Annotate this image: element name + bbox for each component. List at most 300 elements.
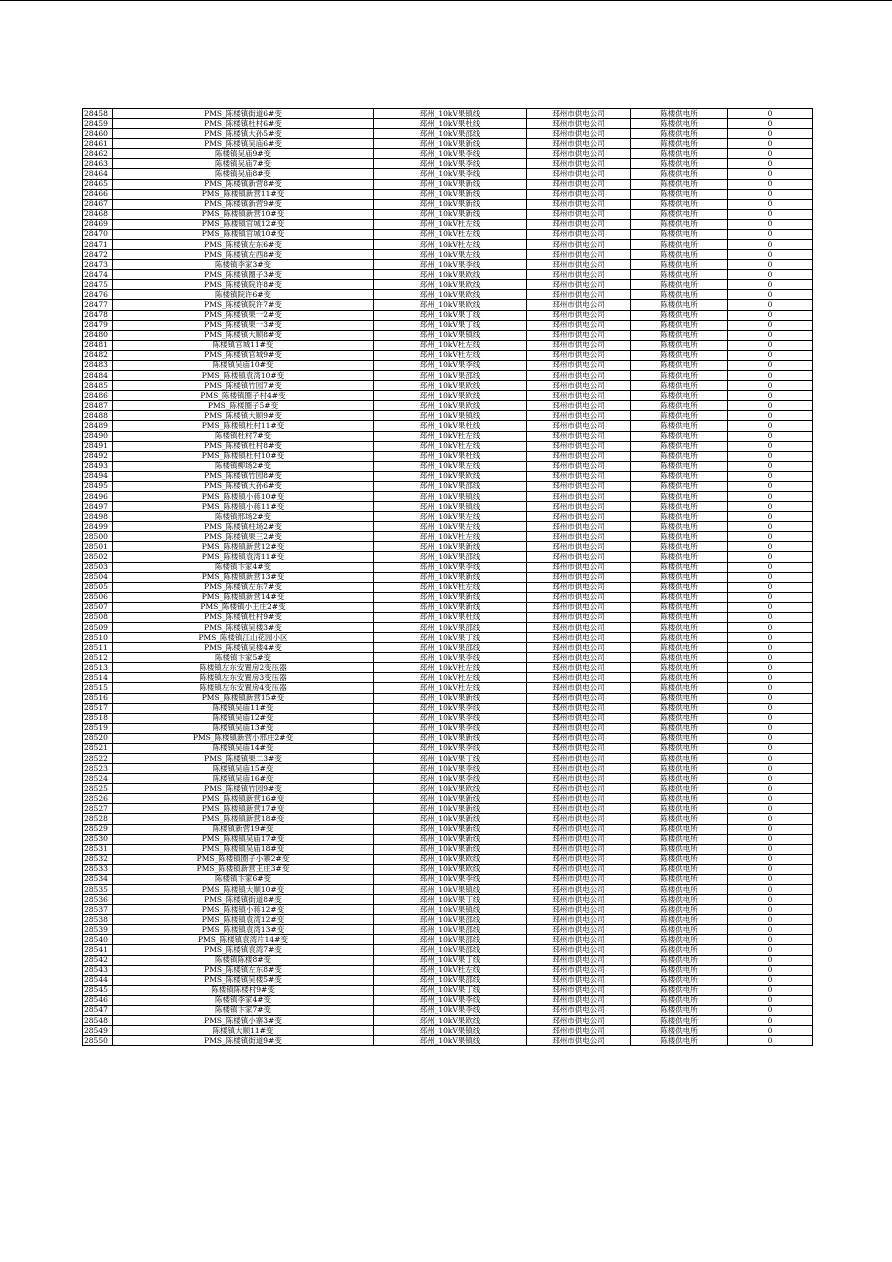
company-cell: 邳州市供电公司 <box>527 360 631 370</box>
line-name-cell: 邳州_10kV杜左线 <box>374 219 527 229</box>
table-body <box>83 109 813 1046</box>
station-cell: 陈楼供电所 <box>631 723 728 733</box>
row-id-cell: 28466 <box>83 189 113 199</box>
value-cell: 0 <box>728 804 813 814</box>
line-name-cell: 邳州_10kV果镇线 <box>374 330 527 340</box>
value-cell: 0 <box>728 330 813 340</box>
table-row <box>83 602 813 612</box>
station-cell: 陈楼供电所 <box>631 169 728 179</box>
company-cell: 邳州市供电公司 <box>527 381 631 391</box>
value-cell: 0 <box>728 229 813 239</box>
row-id-cell: 28494 <box>83 471 113 481</box>
row-id-cell: 28506 <box>83 592 113 602</box>
line-name-cell: 邳州_10kV果镇线 <box>374 1036 527 1046</box>
line-name-cell: 邳州_10kV果新线 <box>374 834 527 844</box>
transformer-name-cell: 陈楼镇大顺11#变 <box>113 1026 374 1036</box>
transformer-name-cell: 陈楼镇卞家7#变 <box>113 1005 374 1015</box>
transformer-name-cell: PMS_陈楼镇新营12#变 <box>113 542 374 552</box>
value-cell: 0 <box>728 240 813 250</box>
company-cell: 邳州市供电公司 <box>527 461 631 471</box>
row-id-cell: 28460 <box>83 129 113 139</box>
transformer-name-cell: 陈楼镇吴庙16#变 <box>113 774 374 784</box>
table-row <box>83 1005 813 1015</box>
value-cell: 0 <box>728 189 813 199</box>
company-cell: 邳州市供电公司 <box>527 633 631 643</box>
row-id-cell: 28533 <box>83 864 113 874</box>
line-name-cell: 邳州_10kV果新线 <box>374 189 527 199</box>
table-row <box>83 562 813 572</box>
row-id-cell: 28541 <box>83 945 113 955</box>
row-id-cell: 28510 <box>83 633 113 643</box>
line-name-cell: 邳州_10kV果欧线 <box>374 784 527 794</box>
line-name-cell: 邳州_10kV果李线 <box>374 874 527 884</box>
transformer-name-cell: PMS_陈楼镇吴楼5#变 <box>113 975 374 985</box>
company-cell: 邳州市供电公司 <box>527 935 631 945</box>
transformer-name-cell: 陈楼镇卞家4#变 <box>113 562 374 572</box>
table-row <box>83 703 813 713</box>
station-cell: 陈楼供电所 <box>631 421 728 431</box>
table-row <box>83 1016 813 1026</box>
row-id-cell: 28525 <box>83 784 113 794</box>
line-name-cell: 邳州_10kV果欧线 <box>374 381 527 391</box>
line-name-cell: 邳州_10kV果新线 <box>374 209 527 219</box>
company-cell: 邳州市供电公司 <box>527 1016 631 1026</box>
line-name-cell: 邳州_10kV果丁线 <box>374 955 527 965</box>
transformer-name-cell: PMS_陈楼镇江山花园小区 <box>113 633 374 643</box>
company-cell: 邳州市供电公司 <box>527 532 631 542</box>
station-cell: 陈楼供电所 <box>631 260 728 270</box>
line-name-cell: 邳州_10kV果镇线 <box>374 109 527 119</box>
line-name-cell: 邳州_10kV果欧线 <box>374 471 527 481</box>
station-cell: 陈楼供电所 <box>631 532 728 542</box>
line-name-cell: 邳州_10kV杜左线 <box>374 965 527 975</box>
row-id-cell: 28498 <box>83 512 113 522</box>
value-cell: 0 <box>728 481 813 491</box>
value-cell: 0 <box>728 643 813 653</box>
transformer-name-cell: PMS_陈楼镇街道6#变 <box>113 109 374 119</box>
row-id-cell: 28499 <box>83 522 113 532</box>
station-cell: 陈楼供电所 <box>631 874 728 884</box>
transformer-name-cell: PMS_陈楼镇新营18#变 <box>113 814 374 824</box>
transformer-name-cell: PMS_陈楼镇左东6#变 <box>113 240 374 250</box>
row-id-cell: 28478 <box>83 310 113 320</box>
company-cell: 邳州市供电公司 <box>527 622 631 632</box>
line-name-cell: 邳州_10kV果李线 <box>374 774 527 784</box>
line-name-cell: 邳州_10kV果欧线 <box>374 300 527 310</box>
transformer-name-cell: PMS_陈楼镇袁湾7#变 <box>113 945 374 955</box>
station-cell: 陈楼供电所 <box>631 320 728 330</box>
row-id-cell: 28524 <box>83 774 113 784</box>
table-row <box>83 693 813 703</box>
row-id-cell: 28459 <box>83 119 113 129</box>
value-cell: 0 <box>728 270 813 280</box>
table-row <box>83 905 813 915</box>
station-cell: 陈楼供电所 <box>631 502 728 512</box>
line-name-cell: 邳州_10kV果镇线 <box>374 905 527 915</box>
line-name-cell: 邳州_10kV果新线 <box>374 824 527 834</box>
line-name-cell: 邳州_10kV果邵线 <box>374 643 527 653</box>
company-cell: 邳州市供电公司 <box>527 693 631 703</box>
company-cell: 邳州市供电公司 <box>527 723 631 733</box>
transformer-name-cell: 陈楼镇左东安置房4变压器 <box>113 683 374 693</box>
row-id-cell: 28464 <box>83 169 113 179</box>
company-cell: 邳州市供电公司 <box>527 703 631 713</box>
station-cell: 陈楼供电所 <box>631 764 728 774</box>
company-cell: 邳州市供电公司 <box>527 824 631 834</box>
transformer-name-cell: PMS_陈楼镇官城12#变 <box>113 219 374 229</box>
line-name-cell: 邳州_10kV果新线 <box>374 794 527 804</box>
transformer-name-cell: 陈楼镇吴庙8#变 <box>113 169 374 179</box>
transformer-name-cell: PMS_陈楼镇新营14#变 <box>113 592 374 602</box>
table-row <box>83 461 813 471</box>
value-cell: 0 <box>728 834 813 844</box>
transformer-name-cell: PMS_陈楼镇袁湾12#变 <box>113 915 374 925</box>
value-cell: 0 <box>728 975 813 985</box>
station-cell: 陈楼供电所 <box>631 602 728 612</box>
table-row <box>83 431 813 441</box>
value-cell: 0 <box>728 139 813 149</box>
row-id-cell: 28475 <box>83 280 113 290</box>
row-id-cell: 28531 <box>83 844 113 854</box>
value-cell: 0 <box>728 794 813 804</box>
row-id-cell: 28547 <box>83 1005 113 1015</box>
company-cell: 邳州市供电公司 <box>527 320 631 330</box>
line-name-cell: 邳州_10kV果欧线 <box>374 270 527 280</box>
station-cell: 陈楼供电所 <box>631 885 728 895</box>
line-name-cell: 邳州_10kV果丁线 <box>374 895 527 905</box>
row-id-cell: 28546 <box>83 995 113 1005</box>
table-row <box>83 824 813 834</box>
value-cell: 0 <box>728 935 813 945</box>
line-name-cell: 邳州_10kV果新线 <box>374 804 527 814</box>
row-id-cell: 28471 <box>83 240 113 250</box>
value-cell: 0 <box>728 965 813 975</box>
transformer-name-cell: 陈楼镇陈楼8#变 <box>113 955 374 965</box>
transformer-name-cell: PMS_陈楼镇街道8#变 <box>113 895 374 905</box>
row-id-cell: 28515 <box>83 683 113 693</box>
table-row <box>83 975 813 985</box>
line-name-cell: 邳州_10kV果新线 <box>374 733 527 743</box>
table-row <box>83 260 813 270</box>
value-cell: 0 <box>728 260 813 270</box>
value-cell: 0 <box>728 774 813 784</box>
value-cell: 0 <box>728 693 813 703</box>
line-name-cell: 邳州_10kV果邵线 <box>374 129 527 139</box>
company-cell: 邳州市供电公司 <box>527 310 631 320</box>
value-cell: 0 <box>728 895 813 905</box>
line-name-cell: 邳州_10kV杜左线 <box>374 663 527 673</box>
company-cell: 邳州市供电公司 <box>527 764 631 774</box>
table-row <box>83 401 813 411</box>
company-cell: 邳州市供电公司 <box>527 411 631 421</box>
transformer-name-cell: PMS_陈楼镇小蒋11#变 <box>113 502 374 512</box>
value-cell: 0 <box>728 502 813 512</box>
table-row <box>83 300 813 310</box>
row-id-cell: 28540 <box>83 935 113 945</box>
transformer-name-cell: PMS_陈楼镇新营9#变 <box>113 199 374 209</box>
row-id-cell: 28465 <box>83 179 113 189</box>
line-name-cell: 邳州_10kV果欧线 <box>374 391 527 401</box>
transformer-name-cell: 陈楼镇吴庙9#变 <box>113 149 374 159</box>
transformer-name-cell: PMS_陈楼镇竹园7#变 <box>113 381 374 391</box>
company-cell: 邳州市供电公司 <box>527 945 631 955</box>
station-cell: 陈楼供电所 <box>631 733 728 743</box>
company-cell: 邳州市供电公司 <box>527 552 631 562</box>
row-id-cell: 28504 <box>83 572 113 582</box>
line-name-cell: 邳州_10kV果李线 <box>374 360 527 370</box>
station-cell: 陈楼供电所 <box>631 834 728 844</box>
value-cell: 0 <box>728 612 813 622</box>
row-id-cell: 28527 <box>83 804 113 814</box>
line-name-cell: 邳州_10kV果欧线 <box>374 864 527 874</box>
table-row <box>83 885 813 895</box>
company-cell: 邳州市供电公司 <box>527 653 631 663</box>
table-row <box>83 774 813 784</box>
station-cell: 陈楼供电所 <box>631 159 728 169</box>
line-name-cell: 邳州_10kV果新线 <box>374 199 527 209</box>
table-row <box>83 522 813 532</box>
station-cell: 陈楼供电所 <box>631 905 728 915</box>
station-cell: 陈楼供电所 <box>631 683 728 693</box>
company-cell: 邳州市供电公司 <box>527 975 631 985</box>
table-row <box>83 653 813 663</box>
company-cell: 邳州市供电公司 <box>527 612 631 622</box>
row-id-cell: 28534 <box>83 874 113 884</box>
line-name-cell: 邳州_10kV果左线 <box>374 250 527 260</box>
company-cell: 邳州市供电公司 <box>527 471 631 481</box>
line-name-cell: 邳州_10kV杜左线 <box>374 582 527 592</box>
row-id-cell: 28544 <box>83 975 113 985</box>
table-row <box>83 451 813 461</box>
table-row <box>83 169 813 179</box>
row-id-cell: 28495 <box>83 481 113 491</box>
company-cell: 邳州市供电公司 <box>527 995 631 1005</box>
table-row <box>83 512 813 522</box>
line-name-cell: 邳州_10kV果邵线 <box>374 935 527 945</box>
station-cell: 陈楼供电所 <box>631 371 728 381</box>
station-cell: 陈楼供电所 <box>631 814 728 824</box>
row-id-cell: 28482 <box>83 350 113 360</box>
row-id-cell: 28543 <box>83 965 113 975</box>
station-cell: 陈楼供电所 <box>631 935 728 945</box>
line-name-cell: 邳州_10kV果邵线 <box>374 925 527 935</box>
company-cell: 邳州市供电公司 <box>527 391 631 401</box>
line-name-cell: 邳州_10kV果新线 <box>374 139 527 149</box>
line-name-cell: 邳州_10kV果李线 <box>374 169 527 179</box>
company-cell: 邳州市供电公司 <box>527 179 631 189</box>
company-cell: 邳州市供电公司 <box>527 1005 631 1015</box>
transformer-name-cell: PMS_陈楼镇圈子村4#变 <box>113 391 374 401</box>
row-id-cell: 28491 <box>83 441 113 451</box>
station-cell: 陈楼供电所 <box>631 895 728 905</box>
company-cell: 邳州市供电公司 <box>527 481 631 491</box>
station-cell: 陈楼供电所 <box>631 219 728 229</box>
row-id-cell: 28548 <box>83 1016 113 1026</box>
transformer-name-cell: 陈楼镇邢场2#变 <box>113 512 374 522</box>
table-row <box>83 491 813 501</box>
row-id-cell: 28489 <box>83 421 113 431</box>
value-cell: 0 <box>728 109 813 119</box>
transformer-name-cell: PMS_陈楼镇吴庙18#变 <box>113 844 374 854</box>
transformer-name-cell: 陈楼镇左东安置房2变压器 <box>113 663 374 673</box>
station-cell: 陈楼供电所 <box>631 784 728 794</box>
transformer-name-cell: 陈楼镇柳场2#变 <box>113 461 374 471</box>
transformer-name-cell: PMS_陈楼镇官城10#变 <box>113 229 374 239</box>
station-cell: 陈楼供电所 <box>631 129 728 139</box>
table-row <box>83 320 813 330</box>
value-cell: 0 <box>728 199 813 209</box>
company-cell: 邳州市供电公司 <box>527 431 631 441</box>
value-cell: 0 <box>728 885 813 895</box>
line-name-cell: 邳州_10kV果邵线 <box>374 975 527 985</box>
row-id-cell: 28539 <box>83 925 113 935</box>
company-cell: 邳州市供电公司 <box>527 109 631 119</box>
company-cell: 邳州市供电公司 <box>527 421 631 431</box>
value-cell: 0 <box>728 1026 813 1036</box>
transformer-name-cell: PMS_陈楼镇袁湾11#变 <box>113 552 374 562</box>
company-cell: 邳州市供电公司 <box>527 774 631 784</box>
line-name-cell: 邳州_10kV果李线 <box>374 703 527 713</box>
company-cell: 邳州市供电公司 <box>527 240 631 250</box>
station-cell: 陈楼供电所 <box>631 451 728 461</box>
company-cell: 邳州市供电公司 <box>527 814 631 824</box>
row-id-cell: 28463 <box>83 159 113 169</box>
value-cell: 0 <box>728 401 813 411</box>
line-name-cell: 邳州_10kV果新线 <box>374 693 527 703</box>
company-cell: 邳州市供电公司 <box>527 139 631 149</box>
station-cell: 陈楼供电所 <box>631 350 728 360</box>
row-id-cell: 28508 <box>83 612 113 622</box>
table-row <box>83 441 813 451</box>
station-cell: 陈楼供电所 <box>631 461 728 471</box>
row-id-cell: 28550 <box>83 1036 113 1046</box>
station-cell: 陈楼供电所 <box>631 542 728 552</box>
company-cell: 邳州市供电公司 <box>527 874 631 884</box>
row-id-cell: 28530 <box>83 834 113 844</box>
transformer-name-cell: PMS_陈楼镇袁湾10#变 <box>113 371 374 381</box>
company-cell: 邳州市供电公司 <box>527 834 631 844</box>
transformer-name-cell: PMS_陈楼镇柱场2#变 <box>113 522 374 532</box>
station-cell: 陈楼供电所 <box>631 119 728 129</box>
table-row <box>83 733 813 743</box>
row-id-cell: 28485 <box>83 381 113 391</box>
line-name-cell: 邳州_10kV果左线 <box>374 461 527 471</box>
line-name-cell: 邳州_10kV果李线 <box>374 743 527 753</box>
value-cell: 0 <box>728 391 813 401</box>
line-name-cell: 邳州_10kV果杜线 <box>374 612 527 622</box>
transformer-name-cell: PMS_陈楼镇大顺10#变 <box>113 885 374 895</box>
row-id-cell: 28493 <box>83 461 113 471</box>
value-cell: 0 <box>728 421 813 431</box>
company-cell: 邳州市供电公司 <box>527 229 631 239</box>
transformer-name-cell: PMS_陈楼镇新营17#变 <box>113 804 374 814</box>
value-cell: 0 <box>728 743 813 753</box>
table-row <box>83 421 813 431</box>
value-cell: 0 <box>728 995 813 1005</box>
table-row <box>83 864 813 874</box>
station-cell: 陈楼供电所 <box>631 592 728 602</box>
transformer-name-cell: 陈楼镇卞家5#变 <box>113 653 374 663</box>
table-row <box>83 109 813 119</box>
line-name-cell: 邳州_10kV果丁线 <box>374 633 527 643</box>
station-cell: 陈楼供电所 <box>631 199 728 209</box>
value-cell: 0 <box>728 663 813 673</box>
value-cell: 0 <box>728 320 813 330</box>
company-cell: 邳州市供电公司 <box>527 542 631 552</box>
table-row <box>83 804 813 814</box>
station-cell: 陈楼供电所 <box>631 713 728 723</box>
row-id-cell: 28542 <box>83 955 113 965</box>
company-cell: 邳州市供电公司 <box>527 925 631 935</box>
line-name-cell: 邳州_10kV果李线 <box>374 260 527 270</box>
value-cell: 0 <box>728 814 813 824</box>
table-row <box>83 784 813 794</box>
value-cell: 0 <box>728 491 813 501</box>
value-cell: 0 <box>728 844 813 854</box>
company-cell: 邳州市供电公司 <box>527 844 631 854</box>
station-cell: 陈楼供电所 <box>631 915 728 925</box>
table-row <box>83 552 813 562</box>
table-row <box>83 179 813 189</box>
transformer-name-cell: PMS_陈楼镇大孙6#变 <box>113 481 374 491</box>
line-name-cell: 邳州_10kV杜左线 <box>374 240 527 250</box>
company-cell: 邳州市供电公司 <box>527 965 631 975</box>
transformer-name-cell: PMS_陈楼镇院许8#变 <box>113 280 374 290</box>
value-cell: 0 <box>728 209 813 219</box>
company-cell: 邳州市供电公司 <box>527 602 631 612</box>
company-cell: 邳州市供电公司 <box>527 885 631 895</box>
table-row <box>83 280 813 290</box>
transformer-name-cell: PMS_陈楼镇果一2#变 <box>113 310 374 320</box>
table-row <box>83 229 813 239</box>
line-name-cell: 邳州_10kV果左线 <box>374 512 527 522</box>
table-row <box>83 502 813 512</box>
transformer-name-cell: PMS_陈楼镇杜村6#变 <box>113 119 374 129</box>
line-name-cell: 邳州_10kV果镇线 <box>374 491 527 501</box>
row-id-cell: 28488 <box>83 411 113 421</box>
table-row <box>83 330 813 340</box>
line-name-cell: 邳州_10kV果李线 <box>374 723 527 733</box>
row-id-cell: 28521 <box>83 743 113 753</box>
table-row <box>83 764 813 774</box>
company-cell: 邳州市供电公司 <box>527 159 631 169</box>
table-row <box>83 612 813 622</box>
transformer-name-cell: PMS_陈楼镇大顺9#变 <box>113 411 374 421</box>
station-cell: 陈楼供电所 <box>631 633 728 643</box>
line-name-cell: 邳州_10kV果新线 <box>374 844 527 854</box>
company-cell: 邳州市供电公司 <box>527 300 631 310</box>
transformer-name-cell: PMS_陈楼镇袁湾13#变 <box>113 925 374 935</box>
line-name-cell: 邳州_10kV果李线 <box>374 764 527 774</box>
transformer-name-cell: PMS_陈楼镇杜村11#变 <box>113 421 374 431</box>
table-row <box>83 189 813 199</box>
row-id-cell: 28483 <box>83 360 113 370</box>
table-row <box>83 592 813 602</box>
value-cell: 0 <box>728 905 813 915</box>
company-cell: 邳州市供电公司 <box>527 340 631 350</box>
value-cell: 0 <box>728 622 813 632</box>
table-row <box>83 139 813 149</box>
company-cell: 邳州市供电公司 <box>527 915 631 925</box>
line-name-cell: 邳州_10kV果镇线 <box>374 1026 527 1036</box>
row-id-cell: 28502 <box>83 552 113 562</box>
row-id-cell: 28486 <box>83 391 113 401</box>
line-name-cell: 邳州_10kV果李线 <box>374 1005 527 1015</box>
company-cell: 邳州市供电公司 <box>527 854 631 864</box>
row-id-cell: 28476 <box>83 290 113 300</box>
table-row <box>83 854 813 864</box>
company-cell: 邳州市供电公司 <box>527 502 631 512</box>
